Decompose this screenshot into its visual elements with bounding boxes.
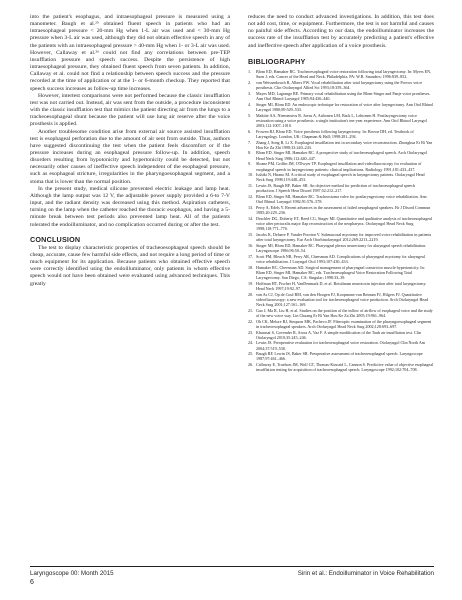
page-footer	[30, 566, 434, 586]
reference-number: 13.	[248, 204, 254, 210]
reference-number: 6.	[248, 128, 252, 134]
reference-text: Scott PM, Bleach NR, Perry AR, Cheesman AD. Complications of pharyngeal myotomy for alaryngeal voice rehabilitation. J Laryngol Otol 1993;107:430–433.	[256, 253, 425, 264]
reference-item	[248, 281, 434, 291]
reference-number: 22.	[248, 318, 254, 324]
reference-item	[248, 172, 434, 182]
reference-number: 17.	[248, 253, 254, 259]
reference-item	[248, 265, 434, 280]
reference-text: Kharasat S, Govender R, Arora A, Vaz F. A simple modification of the Taub air insufflation test. Clin Otolaryngol 2010;35:245–246.	[256, 329, 421, 340]
reference-number: 10.	[248, 172, 254, 178]
reference-text: Isshiki N, Hirano M. A critical study of esophageal speech in laryngectomy patients. Otolaryngol Head Neck Surg 1998;119:448–453.	[256, 172, 425, 183]
reference-text: Hamaker RC, Cheesman AD. Surgical management of pharyngeal constrictor muscle hypertonicity. In: Blom ED, Singer MI, Hamaker RC, eds. Tracheoesophageal Voice Restoration Following Total Laryngectomy. San Diego, CA: Singular; 1998:33–39.	[256, 264, 425, 280]
body-paragraph: reduces the need to conduct advanced investigations. In addition, this test does not add cost, time, or equipment. Furthermore, the test is not harmful and causes no painful side effects. According to our data, the endoilluminator increases the success rate of the insufflation test by accurately predicting a patient's effective and ineffective speech after application of a voice prosthesis.	[248, 14, 434, 49]
reference-number: 9.	[248, 161, 252, 167]
reference-item	[248, 102, 434, 112]
right-column	[248, 14, 434, 373]
reference-text: Makitie AA, Niemensivu R, Juvas A, Aaltonen LM, Back L, Lehtonen H. Postlaryngectomy voice restoration using a voice prosthesis: a single institution's ten-year experience. Ann Otol Rhinol Laryngol 2003;112:1007–1010.	[256, 112, 427, 128]
reference-text: Jacobs K, Delaere P, Vander Poorten V. Submucosal myotomy for improved voice rehabilitation in patients after total laryngectomy. Eur Arch Otorhinolaryngol 2012;269:2213–2219.	[256, 231, 432, 243]
journal-citation: Laryngoscope 00: Month 2015	[30, 570, 114, 577]
reference-number: 26.	[248, 362, 254, 368]
reference-item	[248, 243, 434, 253]
reference-text: van Weissenbruch R, Albers FW. Vocal rehabilitation after total laryngectomy using the Provox voice prosthesis. Clin Otolaryngol Allied Sci 1993;18:359–364.	[256, 79, 423, 90]
reference-text: Hoffman HT, Fischer H, VanDenmark D, et al. Botulinum neurotoxin injection after total laryngectomy. Head Neck 1997;19:92–97.	[256, 280, 427, 291]
reference-item	[248, 340, 434, 350]
reference-number: 20.	[248, 291, 254, 297]
reference-item	[248, 161, 434, 171]
reference-text: Singer MI, Blom ED. An endoscopic technique for restoration of voice after laryngectomy. Ann Otol Rhinol Laryngol 1980;89:529–533.	[256, 101, 434, 112]
reference-number: 16.	[248, 242, 254, 248]
reference-item	[248, 129, 434, 139]
reference-item	[248, 140, 434, 150]
reference-text: Sloane PM, Griffin JM, O'Dwyer TP. Esophageal insufflation and videofluoroscopy for evaluation of esophageal speech in laryngectomy patients: clinical implications. Radiology 1991;181:433–437.	[256, 161, 422, 172]
body-paragraph: into the patient's esophagus, and intraesophageal pressure is measured using a manometer. Baugh et al.²⁵ obtained fluent speech in patients who had an intraesophageal pressure < 20-mm Hg when 1-L air was used and < 30-mm Hg pressure when 3-L air was used, although they did not obtain effective speech in any of the patients with an intraesophageal pressure > 40-mm Hg when 1- or 3-L air was used. However, Callaway et al.²⁶ could not find any correlations between pre-TEP insufflation pressure and speech success. Despite the persistence of high intraesophageal pressure, they obtained fluent speech from seven patients. In addition, Callaway et al. could not find a relationship between speech success and the pressure recorded at the time of application or at the 1- or 6-month checkup. They reported that speech success increases as follow-up time increases.	[30, 14, 230, 92]
reference-text: Blom ED, Hamaker RC. Tracheoesophageal voice restoration following total laryngectomy. In: Myers EN, Suen J, eds. Cancer of the Head and Neck. Philadelphia, PA: W.B. Saunders; 1996:839–852.	[256, 68, 432, 80]
reference-number: 5.	[248, 112, 252, 118]
reference-item	[248, 69, 434, 79]
running-head: Sirin et al.: Endoilluminator in Voice Rehabilitation	[297, 570, 434, 577]
left-column	[30, 14, 230, 288]
reference-number: 14.	[248, 215, 254, 221]
reference-text: Perry A, Edels Y. Recent advances in the assessment of failed oesophageal speakers. Br J Disord Commun 1985;20:229–236.	[256, 204, 431, 216]
reference-item	[248, 80, 434, 90]
reference-text: Frowen RJ, Blom ED. Voice prosthesis following laryngectomy. In: Brown DH, ed. Textbook of Laryngology. London, UK: Chapman & Hall; 1998:281–294.	[256, 128, 414, 139]
reference-text: Blom ED, Singer MI, Hamaker RC. Tracheostoma valve for postlaryngectomy voice rehabilitation. Ann Otol Rhinol Laryngol 1982;91:576–578.	[256, 194, 427, 205]
body-paragraph: However, intertest comparisons were not performed because the classic insufflation test was not carried out. Instead, air was sent from the outside, a procedure inconsistent with the classic insufflation test that mimics the patient directing air from the lungs to a tracheoesophageal shunt because the patient will use lung air reserve after the voice prosthesis is applied.	[30, 92, 230, 128]
reference-item	[248, 91, 434, 101]
reference-number: 11.	[248, 183, 253, 189]
reference-number: 21.	[248, 307, 254, 313]
reference-item	[248, 205, 434, 215]
reference-number: 2.	[248, 79, 252, 85]
reference-item	[248, 183, 434, 193]
reference-item	[248, 362, 434, 372]
reference-text: Lewin JS. Preoperative evaluation for tracheoesophageal voice restoration. Otolaryngol Clin North Am 2004;37:519–530.	[256, 340, 426, 351]
reference-number: 25.	[248, 351, 254, 357]
reference-text: van As CJ, Op de Coul BM, van den Hoogen FJ, Koopmans-van Beinum FJ, Hilgers FJ. Quantitative videofluoroscopy: a new evaluation tool for tracheoesophageal voice production. Arch Otolaryngol Head Neck Surg 2001;127:161–169.	[256, 291, 429, 307]
reference-text: Lewin JS, Baugh RF, Baker SR. An objective method for prediction of tracheoesophageal speech production. J Speech Hear Disord 1987;52:212–217.	[256, 183, 416, 194]
reference-item	[248, 330, 434, 340]
conclusion-heading: CONCLUSION	[30, 234, 81, 244]
footer-rule	[30, 566, 434, 567]
reference-number: 7.	[248, 139, 252, 145]
reference-item	[248, 351, 434, 361]
reference-item	[248, 319, 434, 329]
reference-item	[248, 216, 434, 231]
reference-item	[248, 232, 434, 242]
reference-number: 3.	[248, 90, 252, 96]
reference-text: Blom ED, Singer MI, Hamaker RC. A prospective study of tracheoesophageal speech. Arch Otolaryngol Head Neck Surg 1986;112:440–447.	[256, 150, 427, 161]
reference-number: 23.	[248, 329, 254, 335]
reference-text: Gao J, Ma R, Liu H, et al. Studies on the position of the inflow of airflow of esophageal voice and the study of the new voice way. Lin Chuang Er Bi Yan Hou Ke Za Zhi 2005;19:961–964.	[256, 307, 433, 318]
reference-item	[248, 194, 434, 204]
page-number: 6	[30, 579, 34, 586]
reference-text: Zhang J, Song R, Li X. Esophageal insufflation test in secondary voice reconstruction. Zhonghua Er Bi Yan Hou Ke Za Zhi 1998;33:240–243.	[256, 139, 433, 150]
reference-text: Mayes MD, Lagrange RE. Primary vocal rehabilitation using the Blom-Singer and Panje voice prostheses. Ann Otol Rhinol Laryngol 1985;94:436–440.	[256, 90, 431, 101]
bibliography-heading: BIBLIOGRAPHY	[248, 56, 306, 66]
body-paragraph: Another troublesome condition arise from external air source assisted insufflation test is esophageal perforation due to the amount of air sent from outside. Thus, authors have suggested discontinuing the test when the patient feels discomfort or if the pressure increases during an esophageal pressure follow-up. In addition, speech disorders resulting from hypotonicity and hypertonicity could be detected, but not necessarily other causes of ineffective speech independent of the esophageal pressure, such as esophageal stricture, irregularities in the pharyngoesophageal segment, and a stoma that is lower than the normal position.	[30, 128, 230, 185]
reference-item	[248, 113, 434, 128]
reference-number: 24.	[248, 340, 254, 346]
reference-number: 12.	[248, 194, 254, 200]
reference-number: 8.	[248, 150, 252, 156]
reference-number: 4.	[248, 101, 252, 107]
reference-item	[248, 308, 434, 318]
reference-item	[248, 292, 434, 307]
reference-number: 19.	[248, 280, 254, 286]
reference-text: Deschler DG, Doherty ET, Reed CG, Singer MI. Quantitative and qualitative analysis of tracheoesophageal voice after pectoralis major flap reconstruction of the neopharynx. Otolaryngol Head Neck Surg 1998;118:771–776.	[256, 215, 433, 232]
reference-text: Oh CK, Melore RJ, Simpson MK, Pacheco JF. Fiberoptic examination of the pharyngoesophageal segment in tracheoesophageal speakers. Arch Otolaryngol Head Neck Surg 2002;128:693–697.	[256, 318, 432, 329]
reference-number: 1.	[248, 68, 252, 74]
reference-number: 15.	[248, 231, 254, 237]
body-paragraph: In the present study, medical silicone prevented electric leakage and lamp heat. Although the lamp output was 12 V, the adjustable power supply provided a 6-to 7-V input, and the radiant density was decreased using this method. Aspiration catheters, turning on the lamp when the catheter reached the thoracic esophagus, and having a 5-minute break between test periods also prevented lamp heat. All of the patients tolerated the endoilluminator, and no complication occurred during or after the test.	[30, 185, 230, 228]
reference-item	[248, 150, 434, 160]
reference-number: 18.	[248, 264, 254, 270]
reference-text: Baugh RF, Lewin JS, Baker SR. Preoperative assessment of tracheoesophageal speech. Laryngoscope 1987;97:461–466.	[256, 351, 423, 362]
reference-text: Callaway E, Truelson JM, Wolf GT, Thomas-Kincaid L, Cannon S. Predictive value of objective esophageal insufflation testing for acquisition of tracheoesophageal speech. Laryngoscope 1992;102:704–708.	[256, 362, 434, 373]
conclusion-paragraph: The test to display characteristic properties of tracheoesophageal speech should be cheap, accurate, cause few harmful side effects, and not require a long period of time or much equipment for its application. Because patients who obtained effective speech were correctly identified using the endoilluminator, only patients in whom effective speech would not have been obtained were evaluated using advanced techniques. This greatly	[30, 244, 230, 287]
reference-list	[248, 69, 434, 373]
reference-text: Singer MI, Blom ED, Hamaker RC. Pharyngeal plexus neurectomy for alaryngeal speech rehabilitation. Laryngoscope 1986;96:50–54.	[256, 242, 427, 253]
reference-item	[248, 254, 434, 264]
